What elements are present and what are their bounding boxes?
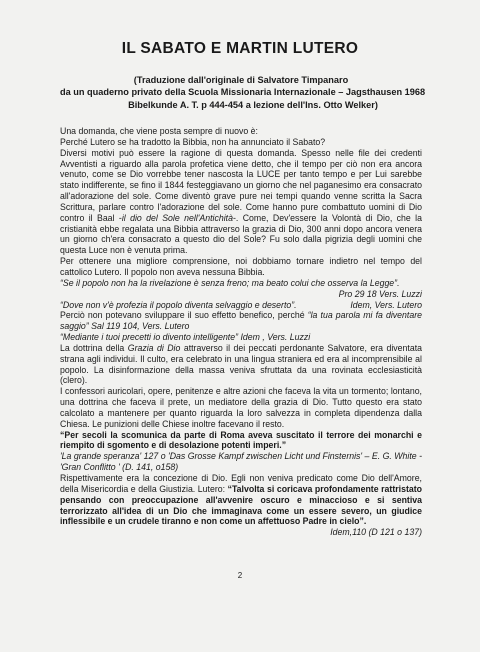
paragraph-6-text: Rispettivamente era la concezione di Dio. Egli non veniva predicato come Dio dell'Amore, della Misericordia e della Giustizia. Lutero: xyxy=(60,473,422,494)
reference-4-text: 'La grande speranza' 127 o 'Das Grosse Kampf zwischen Licht und Finsternis' – E. G. White - 'Gran Conflitto ' (D. 141, o158) xyxy=(60,451,422,473)
subtitle-line-2: da un quaderno privato della Scuola Missionaria Internazionale – Jagsthausen 1968 xyxy=(60,87,426,98)
page-number: 2 xyxy=(237,571,243,580)
paragraph-1-italic: il dio del Sole nell'Antichità xyxy=(121,212,233,223)
question-line-1: Una domanda, che viene posta sempre di nuovo è: xyxy=(60,126,258,136)
reference-1 xyxy=(60,289,422,300)
paragraph-4 xyxy=(60,343,422,386)
paragraph-1-text-end: -. Come, Dev'essere la Volontà di Dio, che la cristianità ebbe regalata una Bibbia attraverso la grazia di Dio, 300 anni dopo ancora venera un giorno ch'era consacrato a questo dio del Sole? Fu solo dalla pigrizia degli uomini che questa Luce non è venuta prima. xyxy=(60,212,422,256)
reference-5-text: Idem,110 (D 121 o 137) xyxy=(330,527,422,538)
page-title: IL SABATO E MARTIN LUTERO xyxy=(121,40,359,57)
subtitle-line-1: (Traduzione dall'originale di Salvatore Timpanaro xyxy=(133,75,349,85)
paragraph-1 xyxy=(60,148,422,256)
paragraph-3-reference: Sal 119 104, Vers. Lutero xyxy=(91,321,190,332)
reference-4 xyxy=(60,451,422,473)
question-line-2: Perché Lutero se ha tradotto la Bibbia, non ha annunciato il Sabato? xyxy=(60,136,326,147)
paragraph-6 xyxy=(60,473,422,527)
paragraph-3-italic: “la tua parola mi fa diventare saggio” xyxy=(60,310,422,332)
body-text xyxy=(60,126,422,538)
reference-1-text: Pro 29 18 Vers. Luzzi xyxy=(338,288,422,299)
paragraph-4-text: La dottrina della xyxy=(60,342,125,353)
quote-1 xyxy=(60,278,422,289)
bold-quote-1 xyxy=(60,430,422,452)
paragraph-2: Per ottenere una migliore comprensione, noi dobbiamo tornare indietro nel tempo del cattolico Lutero. Il popolo non aveva nessuna Bibbia. xyxy=(60,256,422,277)
quote-1-text: “Se il popolo non ha la rivelazione è senza freno; ma beato colui che osserva la Legge”. xyxy=(60,277,400,288)
bold-quote-1-text: “Per secoli la scomunica da parte di Roma aveva suscitato il terrore dei monarchi e riempito di sgomento e di desolazione potenti imperi.” xyxy=(60,429,422,451)
reference-3: Idem , Vers. Luzzi xyxy=(240,332,311,343)
bold-quote-2: “Talvolta si coricava profondamente rattristato pensando con preoccupazione all'avvenire oscuro e minaccioso e si sentiva terrorizzato all'idea di un Dio che immaginava come un essere severo, un giudice inflessibile e un crudele tiranno e non come un affettuoso Padre in cielo”. xyxy=(60,483,422,527)
paragraph-1-text: Diversi motivi può essere la ragione di questa domanda. Spesso nelle file dei credenti Avventisti a riguardo alla parola profetica viene detto, che il tempo per ciò non era ancora venuto, come se Dio vorrebbe tener nascosta la LUCE per tanto tempo e per Lui sarebbe stato indifferente, se fino il 1844 festeggiavano un giorno che nel paganesimo era consacrato all'adorazione del sole. Come diventò grave pure nei tempi quando venne scritta la Sacra Scrittura, parlare contro l'adorazione del sole. Come hanno pure combattuto uomini di Dio contro il Baal - xyxy=(60,147,422,223)
quote-2: “Dove non v'è profezia il popolo diventa selvaggio e deserto”. xyxy=(60,299,297,310)
quote-3-row xyxy=(60,332,422,343)
paragraph-3 xyxy=(60,310,422,332)
quote-2-row xyxy=(60,300,422,311)
paragraph-3-text: Perciò non potevano sviluppare il suo effetto benefico, perché xyxy=(60,310,305,321)
subtitle-block xyxy=(60,74,426,111)
quote-3: “Mediante i tuoi precetti io divento intelligente” xyxy=(60,332,239,343)
paragraph-5: I confessori auricolari, opere, penitenze e altre azioni che faceva la vita un tormento; lontano, una dottrina che faceva il prete, un mediatore della grazia di Dio. Tutto questo era stato calcolato a mantenere per quanto riguarda la loro salvezza in completa dipendenza dalla Chiesa. Le punizioni delle Chiese inoltre facevano il resto. xyxy=(60,386,422,429)
reference-5 xyxy=(60,527,422,538)
subtitle-line-3: Bibelkunde A. T. p 444-454 a lezione dell'Ins. Otto Welker) xyxy=(128,99,378,110)
paragraph-4-text-end: attraverso il dei peccati perdonante Salvatore, era diventata strana agli individui. Il culto, era celebrato in una lingua straniera ed era al incomprensibile al popolo. La disinformazione della massa veniva sfruttata da una rovinata ecclesiasticità (clero). xyxy=(60,342,422,386)
reference-2: Idem, Vers. Lutero xyxy=(350,299,422,310)
paragraph-4-italic: Grazia di Dio xyxy=(127,342,181,353)
